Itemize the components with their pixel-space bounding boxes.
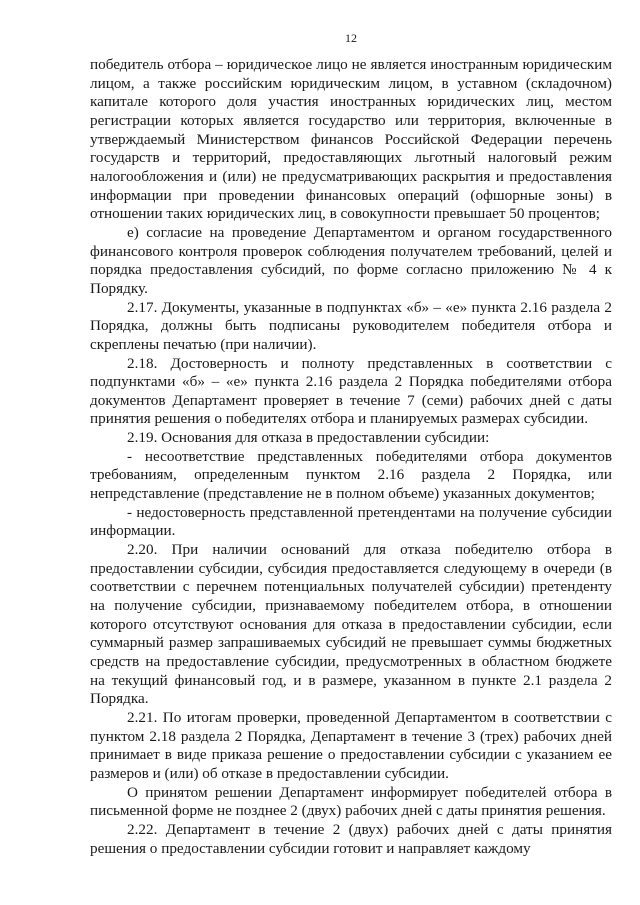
paragraph-decision-notice: О принятом решении Департамент информирует победителей отбора в письменной форме не позднее 2 (двух) рабочих дней с даты принятия решения. (90, 783, 612, 820)
paragraph-winner-definition: победитель отбора – юридическое лицо не является иностранным юридическим лицом, а также российским юридическим лицом, в уставном (складочном) капитале которого доля участия иностранных юридических лиц, местом регистрации которых является государство или территория, включенные в утверждаемый Министерством финансов Российской Федерации перечень государств и территорий, предоставляющих льготный налоговый режим налогообложения и (или) не предусматривающих раскрытия и предоставления информации при проведении финансовых операций (офшорные зоны) в отношении таких юридических лиц, в совокупности превышает 50 процентов; (90, 56, 612, 223)
paragraph-2-21: 2.21. По итогам проверки, проведенной Департаментом в соответствии с пунктом 2.18 раздела 2 Порядка, Департамент в течение 3 (трех) рабочих дней принимает в виде приказа решение о предоставлении субсидии с указанием ее размеров и (или) об отказе в предоставлении субсидии. (90, 708, 612, 782)
document-body (90, 56, 612, 858)
paragraph-2-19-reason-1: - несоответствие представленных победителями отбора документов требованиям, определенным пунктом 2.16 раздела 2 Порядка, или непредставление (представление не в полном объеме) указанных документов; (90, 447, 612, 503)
paragraph-2-19: 2.19. Основания для отказа в предоставлении субсидии: (127, 429, 490, 447)
paragraph-2-22: 2.22. Департамент в течение 2 (двух) рабочих дней с даты принятия решения о предоставлении субсидии готовит и направляет каждому (90, 820, 612, 857)
paragraph-2-19-reason-2: - недостоверность представленной претендентами на получение субсидии информации. (90, 503, 612, 540)
document-page (90, 0, 612, 905)
paragraph-consent-item-e: е) согласие на проведение Департаментом и органом государственного финансового контроля проверок соблюдения получателем требований, целей и порядка предоставления субсидий, по форме согласно приложению № 4 к Порядку. (90, 223, 612, 297)
paragraph-2-18: 2.18. Достоверность и полноту представленных в соответствии с подпунктами «б» – «е» пункта 2.16 раздела 2 Порядка победителями отбора документов Департамент проверяет в течение 7 (семи) рабочих дней с даты принятия решения о победителях отбора и планируемых размерах субсидии. (90, 354, 612, 428)
page-number: 12 (345, 31, 357, 45)
paragraph-2-17: 2.17. Документы, указанные в подпунктах «б» – «е» пункта 2.16 раздела 2 Порядка, должны быть подписаны руководителем победителя отбора и скреплены печатью (при наличии). (90, 298, 612, 353)
paragraph-2-20: 2.20. При наличии оснований для отказа победителю отбора в предоставлении субсидии, субсидия предоставляется следующему в очереди (в соответствии с перечнем потенциальных получателей субсидии) претенденту на получение субсидии, признаваемому победителем отбора, в отношении которого отсутствуют основания для отказа в предоставлении субсидии, если суммарный размер запрашиваемых субсидий не превышает суммы бюджетных средств на предоставление субсидии, предусмотренных в областном бюджете на текущий финансовый год, и в размере, указанном в пункте 2.1 раздела 2 Порядка. (90, 541, 612, 708)
